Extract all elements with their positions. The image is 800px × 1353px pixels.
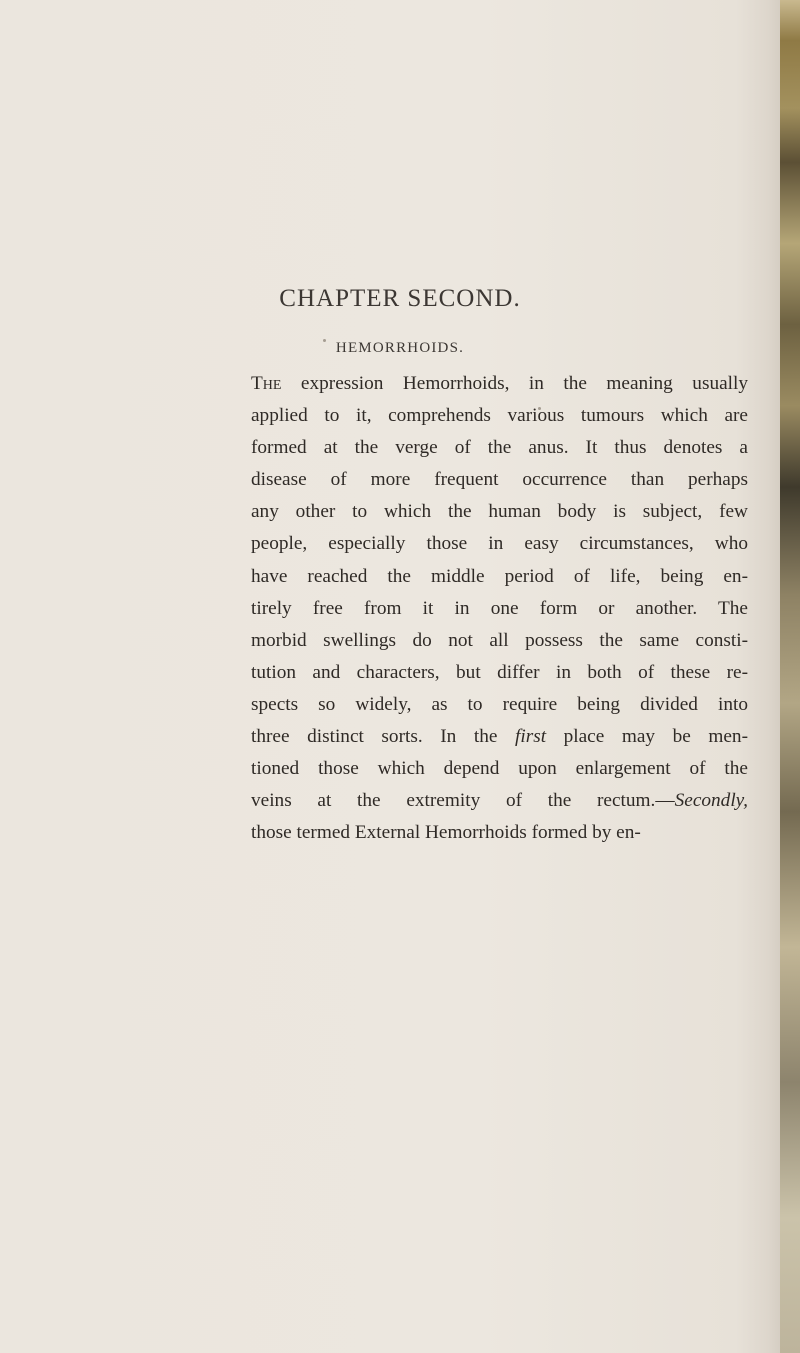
text-line: applied to it, comprehends various tumours which are bbox=[251, 405, 748, 427]
lead-word: The bbox=[251, 373, 282, 394]
text-line: three distinct sorts. In the first place may be men- bbox=[251, 726, 748, 748]
chapter-title: CHAPTER SECOND. bbox=[279, 285, 521, 312]
page-edge bbox=[780, 0, 800, 1353]
text-line: disease of more frequent occurrence than perhaps bbox=[251, 469, 748, 491]
text-line: tution and characters, but differ in both of these re- bbox=[251, 661, 748, 683]
text-line: veins at the extremity of the rectum.—Secondly, bbox=[251, 790, 748, 812]
text-line: people, especially those in easy circumstances, who bbox=[251, 533, 748, 555]
text-line: morbid swellings do not all possess the same consti- bbox=[251, 629, 748, 651]
text-line: formed at the verge of the anus. It thus denotes a bbox=[251, 437, 748, 459]
text-line: tirely free from it in one form or another. The bbox=[251, 597, 748, 619]
italic-word: first bbox=[514, 726, 547, 748]
text-line: have reached the middle period of life, being en- bbox=[251, 565, 748, 587]
text-line: any other to which the human body is subject, few bbox=[251, 501, 748, 523]
body-paragraph bbox=[251, 368, 748, 849]
italic-word: Secondly, bbox=[674, 790, 748, 812]
text-line: those termed External Hemorrhoids formed by en- bbox=[251, 822, 641, 844]
text-line: The expression Hemorrhoids, in the meaning usually bbox=[251, 373, 748, 394]
text-line: tioned those which depend upon enlargement of the bbox=[251, 758, 748, 780]
text-line: spects so widely, as to require being divided into bbox=[251, 693, 748, 715]
section-heading: HEMORRHOIDS. bbox=[335, 340, 465, 356]
